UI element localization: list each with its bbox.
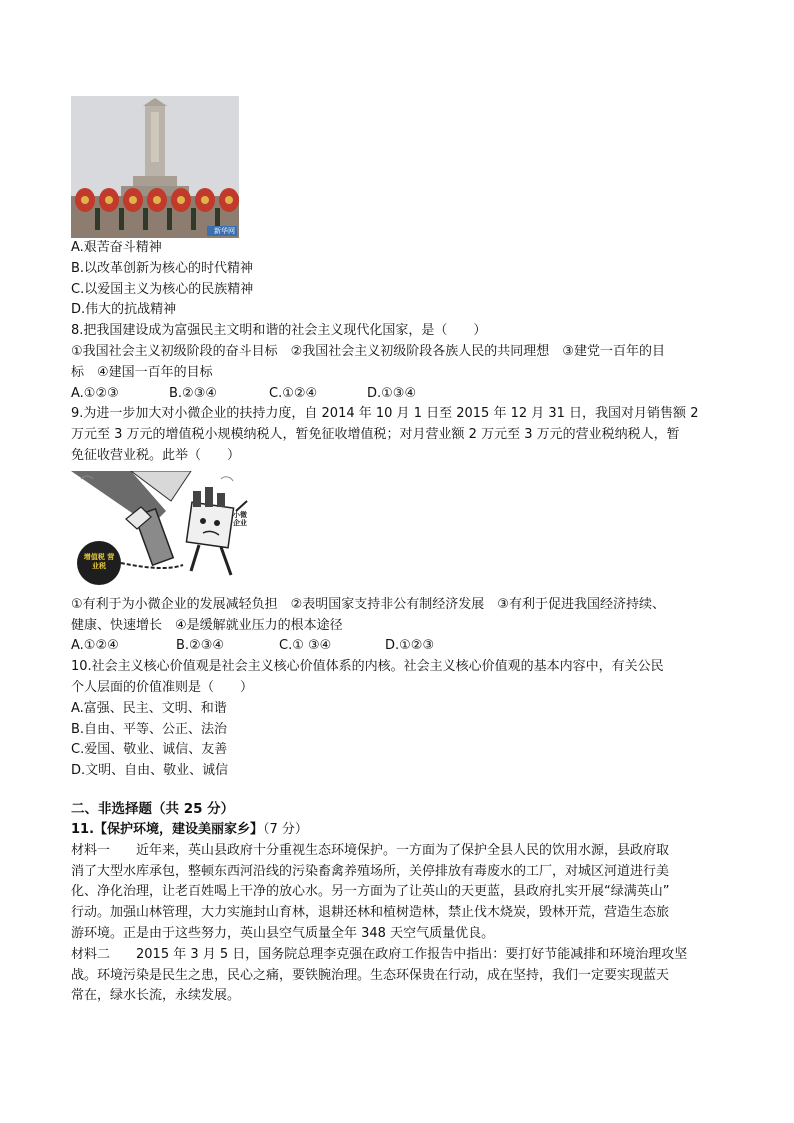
- q9-stem-1: 9.为进一步加大对小微企业的扶持力度，自 2014 年 10 月 1 日至 2015 年 12 月 31 日，我国对月销售额 2: [71, 406, 699, 422]
- question-8: [71, 321, 731, 404]
- q9-statements-1: ①有利于为小微企业的发展减轻负担 ②表明国家支持非公有制经济发展 ③有利于促进我国经济持续、: [71, 596, 665, 612]
- q10-option-a: A.富强、民主、文明、和谐: [71, 700, 227, 716]
- q7-option-d: D.伟大的抗战精神: [71, 302, 177, 318]
- q8-stem: 8.把我国建设成为富强民主文明和谐的社会主义现代化国家，是（ ）: [71, 323, 487, 339]
- material-1: [71, 841, 731, 945]
- q8-statements-2: 标 ④建国一百年的目标: [71, 364, 213, 380]
- material-2-line: 材料二 2015 年 3 月 5 日，国务院总理李克强在政府工作报告中指出：要打好节能减排和环境治理攻坚: [71, 946, 688, 962]
- q7-option-c: C.以爱国主义为核心的民族精神: [71, 281, 254, 297]
- exam-page: [71, 96, 731, 1007]
- q7-option-a: A.艰苦奋斗精神: [71, 240, 162, 255]
- q9-choice-b: B.②③④: [176, 638, 225, 654]
- q9-statements-2: 健康、快速增长 ④是缓解就业压力的根本途径: [71, 617, 343, 633]
- q10-stem-1: 10.社会主义核心价值观是社会主义核心价值体系的内核。社会主义核心价值观的基本内容中，有关公民: [71, 659, 664, 675]
- q8-choice-b: B.②③④: [169, 385, 218, 401]
- monument-photo: [71, 96, 239, 238]
- material-1-line: 行动。加强山林管理，大力实施封山育林，退耕还林和植树造林，禁止伐木烧炭，毁林开荒，营造生态旅: [71, 905, 670, 921]
- section-2: [71, 798, 731, 1007]
- q11-points: （7 分）: [263, 821, 308, 837]
- material-2: [71, 945, 731, 1007]
- news-badge: 新华网: [214, 227, 235, 235]
- material-2-line: 战。环境污染是民生之患，民心之痛，要铁腕治理。生态环保贵在行动，成在坚持，我们一定要实现蓝天: [71, 967, 670, 983]
- q9-choice-c: C.① ③④: [279, 638, 332, 654]
- cartoon-ball-label: 增值税 营业税: [83, 552, 115, 570]
- q9-stem-2: 万元至 3 万元的增值税小规模纳税人，暂免征收增值税；对月营业额 2 万元至 3 万元的营业税纳税人，暂: [71, 427, 680, 443]
- q9-stem-3: 免征收营业税。此举（ ）: [71, 447, 241, 463]
- q8-statements-1: ①我国社会主义初级阶段的奋斗目标 ②我国社会主义初级阶段各族人民的共同理想 ③建党一百年的目: [71, 343, 665, 359]
- tax-cartoon-illustration: [71, 471, 251, 591]
- q9-choice-a: A.①②④: [71, 638, 119, 654]
- q8-choices: [71, 384, 731, 405]
- q10-option-d: D.文明、自由、敬业、诚信: [71, 763, 229, 779]
- q10-stem-2: 个人层面的价值准则是（ ）: [71, 679, 254, 695]
- q11-title: 11.【保护环境，建设美丽家乡】: [71, 821, 264, 837]
- question-10: [71, 657, 731, 782]
- material-1-line: 游环境。正是由于这些努力，英山县空气质量全年 348 天空气质量优良。: [71, 925, 495, 941]
- q9-choices: [71, 636, 731, 657]
- section-heading: 二、非选择题（共 25 分）: [71, 800, 235, 817]
- q11-title-line: [71, 820, 731, 841]
- material-1-line: 消了大型水库承包，整顿东西河沿线的污染畜禽养殖场所，关停排放有毒废水的工厂，对城区河道进行美: [71, 863, 670, 879]
- material-1-line: 材料一 近年来，英山县政府十分重视生态环境保护。一方面为了保护全县人民的饮用水源，县政府取: [71, 842, 670, 858]
- q9-choice-d: D.①②③: [385, 638, 435, 654]
- tax-cartoon: [71, 471, 251, 591]
- q10-option-b: B.自由、平等、公正、法治: [71, 721, 228, 737]
- q8-choice-c: C.①②④: [269, 385, 318, 401]
- material-1-line: 化、净化治理，让老百姓喝上干净的放心水。另一方面为了让英山的天更蓝，县政府扎实开展“绿满英山”: [71, 884, 670, 900]
- question-9: [71, 404, 731, 657]
- q8-choice-d: D.①③④: [367, 385, 417, 401]
- material-2-line: 常在，绿水长流，永续发展。: [71, 988, 241, 1004]
- q7-option-b: B.以改革创新为核心的时代精神: [71, 260, 254, 276]
- cartoon-figure-label: 小微企业: [233, 510, 247, 527]
- q8-choice-a: A.①②③: [71, 385, 119, 401]
- q10-option-c: C.爱国、敬业、诚信、友善: [71, 742, 228, 758]
- monument-illustration: [71, 96, 239, 238]
- q7-options: [71, 238, 731, 321]
